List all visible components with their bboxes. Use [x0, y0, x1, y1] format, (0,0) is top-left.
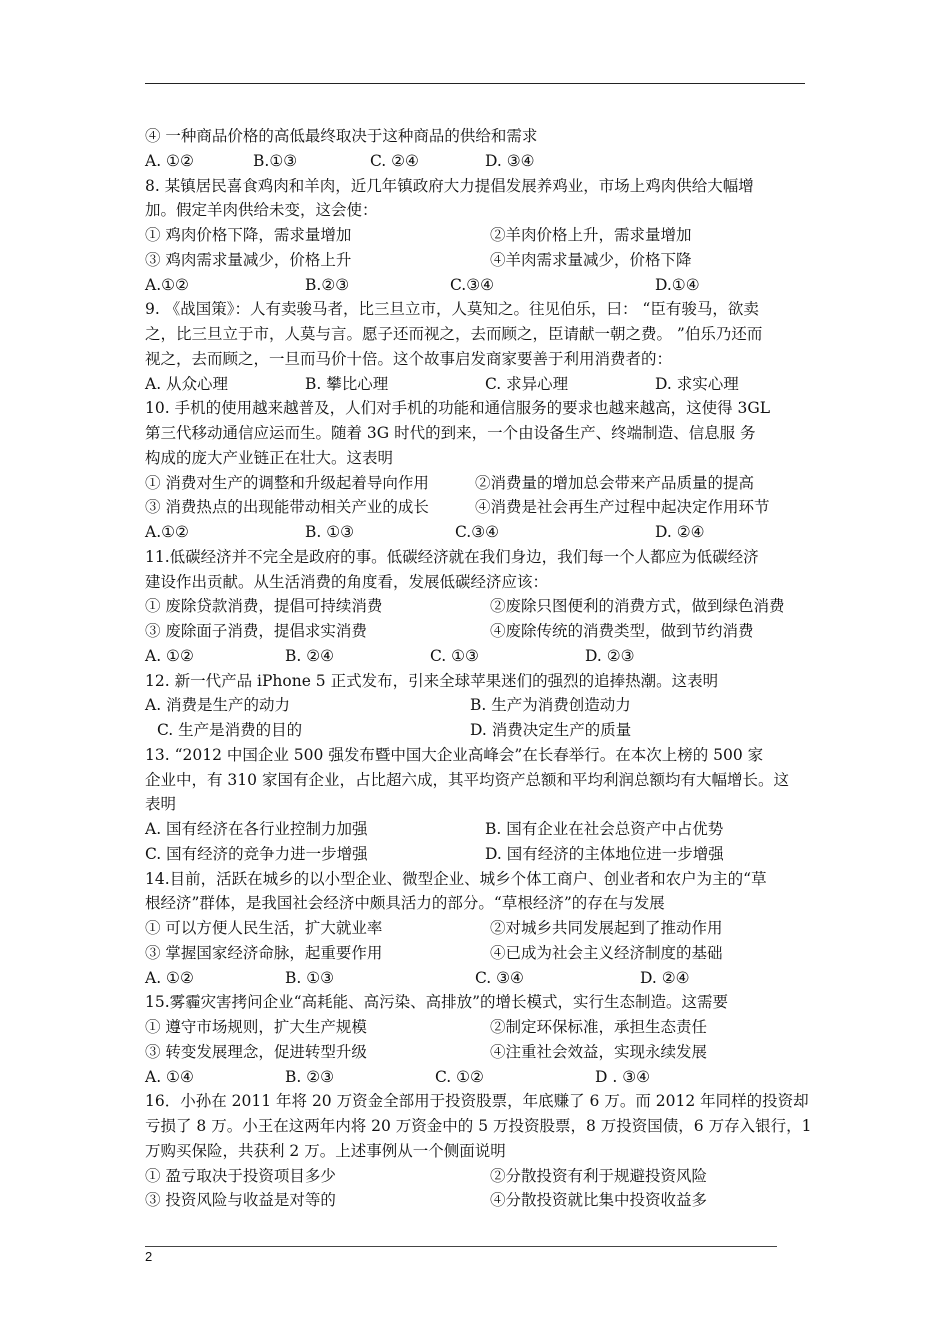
- option-text: C.③④: [450, 275, 495, 294]
- text-line: [145, 619, 810, 644]
- option-text: D. ②④: [640, 968, 690, 987]
- option-text: ②分散投资有利于规避投资风险: [490, 1166, 708, 1185]
- option-text: ②制定环保标准，承担生态责任: [490, 1018, 708, 1036]
- text-line: [145, 322, 810, 347]
- option-text: A. 从众心理: [145, 374, 229, 393]
- text-line: [145, 297, 810, 322]
- option-text: A. 国有经济在各行业控制力加强: [145, 820, 368, 838]
- page-number: 2: [145, 1249, 153, 1264]
- text-line: [145, 124, 810, 149]
- text-line: [145, 1015, 810, 1040]
- text-line: [145, 372, 810, 397]
- option-text: D. 国有经济的主体地位进一步增强: [485, 844, 724, 863]
- option-text: ③ 转变发展理念，促进转型升级: [145, 1042, 367, 1061]
- line-text: 10. 手机的使用越来越普及，人们对手机的功能和通信服务的要求也越来越高，这使得 3GL: [145, 399, 771, 418]
- line-text: 16．小孙在 2011 年将 20 万资金全部用于投资股票，年底赚了 6 万。而 2012 年同样的投资却: [145, 1092, 809, 1111]
- line-text: 企业中，有 310 家国有企业，占比超六成，其平均资产总额和平均利润总额均有大幅增长。这: [145, 770, 789, 789]
- option-text: D. ②④: [655, 523, 705, 541]
- option-text: B. ②④: [285, 646, 335, 665]
- option-text: ④废除传统的消费类型，做到节约消费: [490, 622, 754, 640]
- text-line: [145, 891, 810, 916]
- text-line: [145, 1065, 810, 1090]
- option-text: ②消费量的增加总会带来产品质量的提高: [475, 473, 755, 492]
- text-line: [145, 768, 810, 793]
- option-text: ②羊肉价格上升，需求量增加: [490, 226, 692, 244]
- option-text: ③ 掌握国家经济命脉，起重要作用: [145, 943, 383, 962]
- option-text: A. ①④: [145, 1067, 194, 1086]
- text-line: [145, 1139, 810, 1164]
- text-line: [145, 669, 810, 694]
- option-text: C. 生产是消费的目的: [157, 721, 303, 739]
- option-text: B. 国有企业在社会总资产中占优势: [485, 820, 724, 838]
- option-text: ④注重社会效益，实现永续发展: [490, 1042, 708, 1061]
- line-text: 表明: [145, 795, 177, 814]
- option-text: D. 消费决定生产的质量: [470, 721, 632, 739]
- text-line: [145, 916, 810, 941]
- option-text: C. ②④: [370, 151, 419, 170]
- option-text: B. ①③: [305, 523, 355, 541]
- option-text: ③ 废除面子消费，提倡求实消费: [145, 622, 367, 640]
- line-text: 9. 《战国策》：人有卖骏马者，比三旦立市，人莫知之。往见伯乐，曰： “臣有骏马，欲卖: [145, 300, 759, 319]
- document-body: [145, 124, 810, 1213]
- option-text: C. 国有经济的竞争力进一步增强: [145, 844, 368, 863]
- option-text: ④羊肉需求量减少，价格下降: [490, 250, 692, 269]
- text-line: [145, 594, 810, 619]
- option-text: D. ③④: [485, 151, 535, 170]
- text-line: [145, 1089, 810, 1114]
- text-line: [145, 990, 810, 1015]
- line-text: 加。假定羊肉供给未变，这会使：: [145, 201, 378, 220]
- text-line: [145, 223, 810, 248]
- line-text: 万购买保险，共获利 2 万。上述事例从一个侧面说明: [145, 1141, 506, 1160]
- text-line: [145, 693, 810, 718]
- option-text: B.②③: [305, 275, 350, 294]
- text-line: [145, 347, 810, 372]
- option-text: B. 攀比心理: [305, 374, 389, 393]
- option-text: C. 求异心理: [485, 374, 569, 393]
- option-text: A.①②: [145, 275, 189, 294]
- line-text: 构成的庞大产业链正在壮大。这表明: [145, 448, 394, 467]
- text-line: [145, 545, 810, 570]
- text-line: [145, 941, 810, 966]
- option-text: ① 遵守市场规则，扩大生产规模: [145, 1018, 367, 1036]
- option-text: ① 消费对生产的调整和升级起着导向作用: [145, 473, 429, 492]
- option-text: ④分散投资就比集中投资收益多: [490, 1191, 708, 1210]
- option-text: B. ②③: [285, 1067, 335, 1086]
- line-text: 之，比三旦立于市，人莫与言。愿子还而视之，去而顾之，臣请献一朝之费。 ”伯乐乃还而: [145, 325, 763, 343]
- option-text: ③ 消费热点的出现能带动相关产业的成长: [145, 498, 429, 517]
- line-text: 亏损了 8 万。小王在这两年内将 20 万资金中的 5 万投资股票，8 万投资国债，6 万存入银行，1: [145, 1117, 812, 1135]
- line-text: 12. 新一代产品 iPhone 5 正式发布，引来全球苹果迷们的强烈的追捧热潮。这表明: [145, 671, 719, 690]
- line-text: 建设作出贡献。从生活消费的角度看，发展低碳经济应该：: [145, 572, 549, 591]
- option-text: A.①②: [145, 523, 189, 541]
- line-text: ④ 一种商品价格的高低最终取决于这种商品的供给和需求: [145, 127, 538, 145]
- option-text: B.①③: [253, 151, 298, 170]
- text-line: [145, 867, 810, 892]
- option-text: A. ①②: [145, 968, 194, 987]
- option-text: C. ③④: [475, 968, 524, 987]
- line-text: 14.目前，活跃在城乡的以小型企业、微型企业、城乡个体工商户、创业者和农户为主的“草: [145, 869, 767, 888]
- text-line: [145, 718, 810, 743]
- text-line: [145, 396, 810, 421]
- text-line: [145, 520, 810, 545]
- option-text: ① 废除贷款消费，提倡可持续消费: [145, 597, 383, 616]
- option-text: D. ②③: [585, 646, 635, 665]
- line-text: 13. “2012 中国企业 500 强发布暨中国大企业高峰会”在长春举行。在本次上榜的 500 家: [145, 745, 764, 764]
- text-line: [145, 842, 810, 867]
- option-text: ②对城乡共同发展起到了推动作用: [490, 919, 723, 937]
- text-line: [145, 174, 810, 199]
- option-text: ① 鸡肉价格下降，需求量增加: [145, 226, 352, 244]
- text-line: [145, 792, 810, 817]
- text-line: [145, 1040, 810, 1065]
- option-text: D . ③④: [595, 1067, 650, 1086]
- text-line: [145, 1114, 810, 1139]
- option-text: B. 生产为消费创造动力: [470, 696, 631, 715]
- line-text: 根经济”群体，是我国社会经济中颇具活力的部分。“草根经济”的存在与发展: [145, 894, 665, 913]
- option-text: ① 盈亏取决于投资项目多少: [145, 1166, 336, 1185]
- option-text: C.③④: [455, 523, 500, 541]
- text-line: [145, 421, 810, 446]
- line-text: 视之，去而顾之，一旦而马价十倍。这个故事启发商家要善于利用消费者的：: [145, 349, 673, 368]
- option-text: A. ①②: [145, 151, 194, 170]
- line-text: 15.雾霾灾害拷问企业“高耗能、高污染、高排放”的增长模式，实行生态制造。这需要: [145, 993, 729, 1012]
- text-line: [145, 149, 810, 174]
- footer-rule: [145, 1246, 777, 1247]
- text-line: [145, 570, 810, 595]
- option-text: ① 可以方便人民生活，扩大就业率: [145, 919, 383, 937]
- line-text: 第三代移动通信应运而生。随着 3G 时代的到来，一个由设备生产、终端制造、信息服 务: [145, 424, 756, 442]
- header-rule: [145, 83, 805, 84]
- option-text: D. 求实心理: [655, 374, 739, 393]
- text-line: [145, 446, 810, 471]
- text-line: [145, 248, 810, 273]
- text-line: [145, 1188, 810, 1213]
- text-line: [145, 471, 810, 496]
- option-text: ③ 投资风险与收益是对等的: [145, 1191, 336, 1210]
- text-line: [145, 495, 810, 520]
- line-text: 11.低碳经济并不完全是政府的事。低碳经济就在我们身边，我们每一个人都应为低碳经济: [145, 547, 759, 566]
- line-text: 8. 某镇居民喜食鸡肉和羊肉，近几年镇政府大力提倡发展养鸡业，市场上鸡肉供给大幅增: [145, 176, 754, 195]
- option-text: ④已成为社会主义经济制度的基础: [490, 943, 723, 962]
- option-text: A. 消费是生产的动力: [145, 696, 291, 715]
- option-text: B. ①③: [285, 968, 335, 987]
- text-line: [145, 273, 810, 298]
- option-text: A. ①②: [145, 646, 194, 665]
- option-text: ③ 鸡肉需求量减少，价格上升: [145, 250, 352, 269]
- text-line: [145, 966, 810, 991]
- option-text: ②废除只图便利的消费方式，做到绿色消费: [490, 597, 785, 616]
- text-line: [145, 1164, 810, 1189]
- text-line: [145, 743, 810, 768]
- text-line: [145, 817, 810, 842]
- option-text: D.①④: [655, 275, 700, 294]
- option-text: ④消费是社会再生产过程中起决定作用环节: [475, 498, 770, 517]
- text-line: [145, 644, 810, 669]
- text-line: [145, 198, 810, 223]
- option-text: C. ①②: [435, 1067, 484, 1086]
- option-text: C. ①③: [430, 646, 479, 665]
